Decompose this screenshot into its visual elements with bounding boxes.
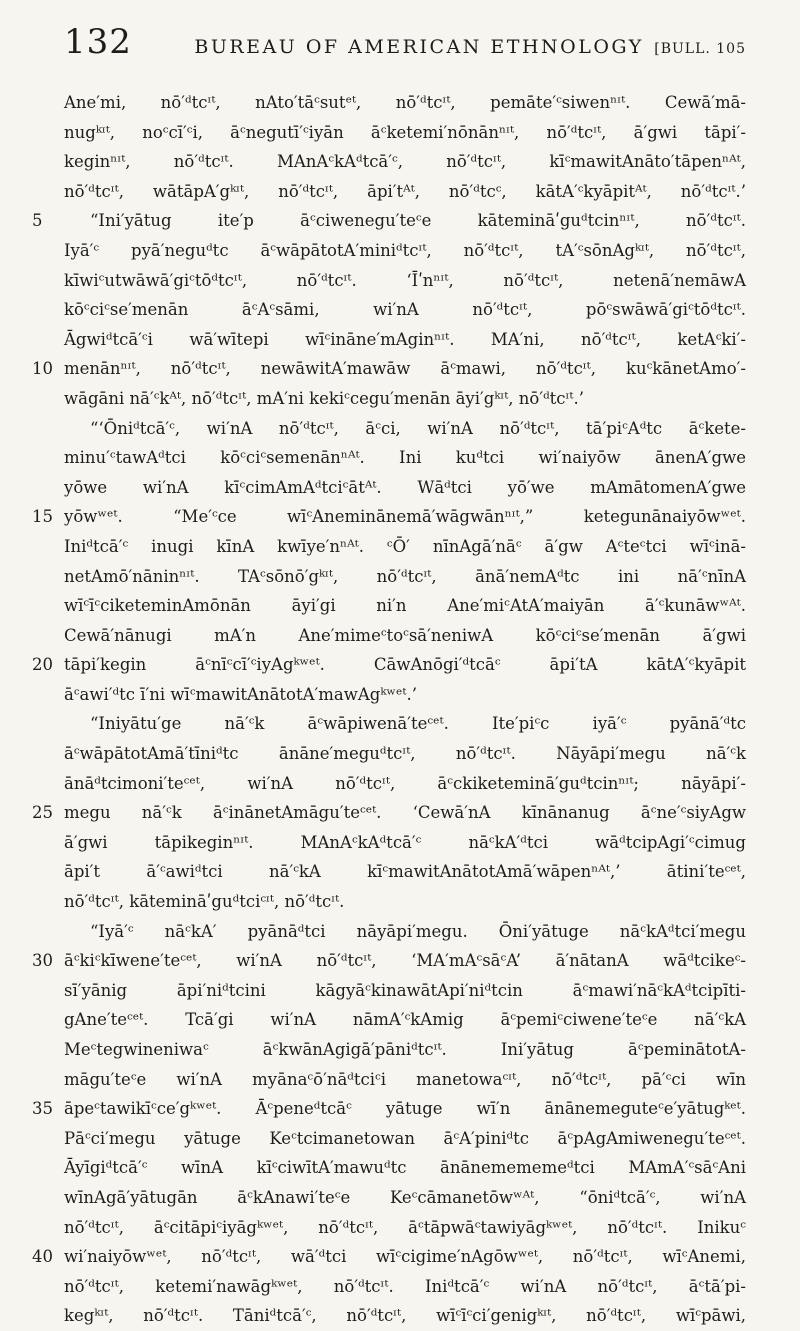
line-number: 25 — [32, 803, 53, 823]
line-text: netAmō′nāninⁿᶦᵗ. TAᶜsōnō′gᵏᶦᵗ, nō′ᵈtcᶦᵗ, ānā′nemAᵈtc ini nā′ᶜnīnA — [64, 566, 746, 586]
page-number: 132 — [64, 22, 132, 62]
text-line — [64, 591, 746, 621]
text-line — [64, 1213, 746, 1243]
line-text: kīwiᶜutwāwā′giᶜtōᵈtcᶦᵗ, nō′ᵈtcᶦᵗ. ‘Īʹnⁿᶦᵗ, nō′ᵈtcᶦᵗ, netenā′nemāwA — [64, 270, 746, 290]
line-text: Āyīgiᵈtcā′ᶜ wīnA kīᶜciwītA′mawuᵈtc ānānemememeᵈtci MAmA′ᶜsāᶜAni — [64, 1158, 746, 1178]
text-line — [32, 650, 746, 680]
text-line — [64, 1272, 746, 1302]
line-text: māgu′teᶜe wi′nA myānaᶜō′nāᵈtciᶜi manetowaᶜᶦᵗ, nō′ᵈtcᶦᵗ, pā′ᶜci wīn — [64, 1069, 746, 1089]
text-line — [64, 739, 746, 769]
running-header — [64, 22, 746, 76]
line-number: 5 — [32, 211, 43, 231]
text-line — [64, 621, 746, 651]
line-text: Pāᶜci′megu yātuge Keᶜtcimanetowan āᶜA′piniᵈtc āᶜpAgAmiwenegu′teᶜᵉᵗ. — [64, 1128, 746, 1148]
body-text — [32, 88, 746, 1331]
line-text: tāpi′kegin āᶜnīᶜcī′ᶜiyAgᵏʷᵉᵗ. CāwAnōgi′ᵈtcāᶜ āpi′tA kātA′ᶜkyāpit — [64, 655, 746, 675]
line-text: Iniᵈtcā′ᶜ inugi kīnA kwīye′nⁿᴬᵗ. ᶜŌ′ nīnAgā′nāᶜ ā′gw Aᶜteᶜtci wīᶜinā- — [64, 536, 746, 556]
bulletin-reference: [BULL. 105 — [654, 41, 746, 57]
text-line — [64, 917, 746, 947]
line-text: nō′ᵈtcᶦᵗ, āᶜcitāpiᶜiyāgᵏʷᵉᵗ, nō′ᵈtcᶦᵗ, āᶜtāpwāᶜtawiyāgᵏʷᵉᵗ, nō′ᵈtcᶦᵗ. Inikuᶜ — [64, 1217, 746, 1237]
line-text: nō′ᵈtcᶦᵗ, ketemi′nawāgᵏʷᵉᵗ, nō′ᵈtcᶦᵗ. Iniᵈtcā′ᶜ wi′nA nō′ᵈtcᶦᵗ, āᶜtā′pi- — [64, 1276, 746, 1296]
text-line — [64, 769, 746, 799]
text-line — [32, 798, 746, 828]
text-line — [64, 325, 746, 355]
text-line — [64, 1065, 746, 1095]
text-line — [32, 1094, 746, 1124]
text-line — [64, 1183, 746, 1213]
line-text: yōwe wi′nA kīᶜcimAmAᵈtciᶜātᴬᵗ. Wāᵈtci yō′we mAmātomenA′gwe — [64, 477, 746, 497]
line-text: nō′ᵈtcᶦᵗ, kātemināʹguᵈtciᶜᶦᵗ, nō′ᵈtcᶦᵗ. — [64, 892, 345, 912]
line-text: ā′gwi tāpikeginⁿᶦᵗ. MAnAᶜkAᵈtcā′ᶜ nāᶜkA′ᵈtci wāᵈtcipAgi′ᶜcimug — [64, 832, 746, 852]
line-text: wi′naiyōwʷᵉᵗ, nō′ᵈtcᶦᵗ, wā′ᵈtci wīᶜcigime′nAgōwʷᵉᵗ, nō′ᵈtcᶦᵗ, wīᶜAnemi, — [64, 1247, 746, 1267]
text-line — [64, 1124, 746, 1154]
line-text: Ane′mi, nō′ᵈtcᶦᵗ, nAto′tāᶜsutᵉᵗ, nō′ᵈtcᶦᵗ, pemāte′ᶜsiwenⁿᶦᵗ. Cewā′mā- — [64, 93, 746, 112]
text-line — [32, 206, 746, 236]
text-line — [64, 1005, 746, 1035]
line-text: āᶜkiᶜkīwene′teᶜᵉᵗ, wi′nA nō′ᵈtcᶦᵗ, ‘MA′mAᶜsāᶜA’ ā′nātanA wāᵈtcikeᶜ- — [64, 951, 746, 971]
text-line — [64, 88, 746, 118]
line-number: 15 — [32, 507, 53, 527]
line-text: āᶜawi′ᵈtc ī′ni wīᶜmawitAnātotA′mawAgᵏʷᵉᵗ.’ — [64, 684, 417, 704]
text-line — [64, 414, 746, 444]
line-text: wīᶜīᶜciketeminAmōnān āyi′gi ni′n Ane′miᶜAtA′maiyān ā′ᶜkunāwʷᴬᵗ. — [64, 596, 746, 616]
text-line — [32, 502, 746, 532]
line-text: “Iniyātu′ge nā′ᶜk āᶜwāpiwenā′teᶜᵉᵗ. Ite′piᶜc iyā′ᶜ pyānā′ᵈtc — [90, 714, 746, 734]
line-text: wāgāni nā′ᶜkᴬᵗ, nō′ᵈtcᶦᵗ, mA′ni kekiᶜcegu′menān āyi′gᵏᶦᵗ, nō′ᵈtcᶦᵗ.’ — [64, 388, 584, 408]
line-number: 20 — [32, 655, 53, 675]
line-text: sī′yānig āpi′niᵈtcini kāgyāᶜkinawātApi′niᵈtcin āᶜmawi′nāᶜkAᵈtcipīti- — [64, 980, 746, 1000]
text-line — [64, 709, 746, 739]
line-text: Iyā′ᶜ pyā′neguᵈtc āᶜwāpātotA′miniᵈtcᶦᵗ, nō′ᵈtcᶦᵗ, tA′ᶜsōnAgᵏᶦᵗ, nō′ᵈtcᶦᵗ, — [64, 240, 746, 260]
line-text: āpeᶜtawikīᶜce′gᵏʷᵉᵗ. Āᶜpeneᵈtcāᶜ yātuge wī′n ānānemeguteᶜe′yātugᵏᵉᵗ. — [64, 1099, 746, 1119]
text-line — [64, 118, 746, 148]
line-number: 35 — [32, 1099, 53, 1119]
line-text: nō′ᵈtcᶦᵗ, wātāpA′gᵏᶦᵗ, nō′ᵈtcᶦᵗ, āpi′tᴬᵗ, nō′ᵈtcᶜ, kātA′ᶜkyāpitᴬᵗ, nō′ᵈtcᶦᵗ.’ — [64, 181, 746, 201]
text-line — [64, 828, 746, 858]
text-line — [64, 443, 746, 473]
text-line — [64, 295, 746, 325]
text-line — [64, 532, 746, 562]
text-line — [64, 1035, 746, 1065]
line-text: “Ini′yātug ite′p āᶜciwenegu′teᶜe kātemināʹguᵈtcinⁿᶦᵗ, nō′ᵈtcᶦᵗ. — [90, 211, 746, 231]
line-text: kōᶜciᶜse′menān āᶜAᶜsāmi, wi′nA nō′ᵈtcᶦᵗ, pōᶜswāwā′giᶜtōᵈtcᶦᵗ. — [64, 300, 746, 320]
line-text: āᶜwāpātotAmā′tīniᵈtc ānāne′meguᵈtcᶦᵗ, nō′ᵈtcᶦᵗ. Nāyāpi′megu nā′ᶜk — [64, 744, 746, 764]
line-text: Āgwiᵈtcā′ᶜi wā′wītepi wīᶜināne′mAginⁿᶦᵗ. MA′ni, nō′ᵈtcᶦᵗ, ketAᶜki′- — [64, 329, 746, 349]
text-line — [64, 887, 746, 917]
text-line — [32, 354, 746, 384]
line-text: megu nā′ᶜk āᶜinānetAmāgu′teᶜᵉᵗ. ‘Cewā′nA kīnānanug āᶜne′ᶜsiyAgw — [64, 803, 746, 823]
line-number: 40 — [32, 1247, 53, 1267]
line-text: kegᵏᶦᵗ, nō′ᵈtcᶦᵗ. Tāniᵈtcā′ᶜ, nō′ᵈtcᶦᵗ, wīᶜīᶜci′genigᵏᶦᵗ, nō′ᵈtcᶦᵗ, wīᶜpāwi, — [64, 1306, 746, 1326]
line-text: minu′ᶜtawAᵈtci kōᶜciᶜsemenānⁿᴬᵗ. Ini kuᵈtci wi′naiyōw ānenA′gwe — [64, 448, 746, 468]
text-line — [32, 1242, 746, 1272]
text-line — [64, 147, 746, 177]
line-text: yōwʷᵉᵗ. “Me′ᶜce wīᶜAneminānemā′wāgwānⁿᶦᵗ,” ketegunānaiyōwʷᵉᵗ. — [64, 507, 746, 527]
line-number: 30 — [32, 951, 53, 971]
line-text: nugᵏᶦᵗ, noᶜcī′ᶜi, āᶜnegutī′ᶜiyān āᶜketemi′nōnānⁿᶦᵗ, nō′ᵈtcᶦᵗ, ā′gwi tāpi′- — [64, 122, 746, 142]
line-text: gAne′teᶜᵉᵗ. Tcā′gi wi′nA nāmA′ᶜkAmig āᶜpemiᶜciwene′teᶜe nā′ᶜkA — [64, 1010, 746, 1030]
line-text: ānāᵈtcimoni′teᶜᵉᵗ, wi′nA nō′ᵈtcᶦᵗ, āᶜckiketeminā′guᵈtcinⁿᶦᵗ; nāyāpi′- — [64, 773, 746, 793]
line-text: “‘Ōniᵈtcā′ᶜ, wi′nA nō′ᵈtcᶦᵗ, āᶜci, wi′nA nō′ᵈtcᶦᵗ, tā′piᶜAᵈtc āᶜkete- — [90, 418, 746, 438]
line-number: 10 — [32, 359, 53, 379]
line-text: menānⁿᶦᵗ, nō′ᵈtcᶦᵗ, newāwitA′mawāw āᶜmawi, nō′ᵈtcᶦᵗ, kuᶜkānetAmo′- — [64, 359, 746, 379]
text-line — [64, 384, 746, 414]
line-text: keginⁿᶦᵗ, nō′ᵈtcᶦᵗ. MAnAᶜkAᵈtcā′ᶜ, nō′ᵈtcᶦᵗ, kīᶜmawitAnāto′tāpenⁿᴬᵗ, — [64, 152, 746, 172]
running-head-title: BUREAU OF AMERICAN ETHNOLOGY — [194, 36, 644, 58]
line-text: Meᶜtegwineniwaᶜ āᶜkwānAgigā′pāniᵈtcᶦᵗ. Ini′yātug āᶜpeminātotA- — [64, 1040, 746, 1059]
text-line — [64, 976, 746, 1006]
text-line — [64, 236, 746, 266]
text-line — [64, 1301, 746, 1331]
text-line — [64, 562, 746, 592]
text-line — [64, 177, 746, 207]
text-line — [64, 1153, 746, 1183]
text-line — [64, 473, 746, 503]
line-text: “Iyā′ᶜ nāᶜkA′ pyānāᵈtci nāyāpi′megu. Ōni′yātuge nāᶜkAᵈtci′megu — [90, 921, 746, 941]
line-text: Cewā′nānugi mA′n Ane′mimeᶜtoᶜsā′neniwA kōᶜciᶜse′menān ā′gwi — [64, 625, 746, 645]
text-line — [64, 266, 746, 296]
text-line — [64, 680, 746, 710]
line-text: wīnAgā′yātugān āᶜkAnawi′teᶜe Keᶜcāmanetōwʷᴬᵗ, “ōniᵈtcā′ᶜ, wi′nA — [64, 1187, 746, 1207]
text-line — [32, 946, 746, 976]
text-line — [64, 857, 746, 887]
line-text: āpi′t ā′ᶜawiᵈtci nā′ᶜkA kīᶜmawitAnātotAmā′wāpenⁿᴬᵗ,’ ātini′teᶜᵉᵗ, — [64, 862, 746, 882]
